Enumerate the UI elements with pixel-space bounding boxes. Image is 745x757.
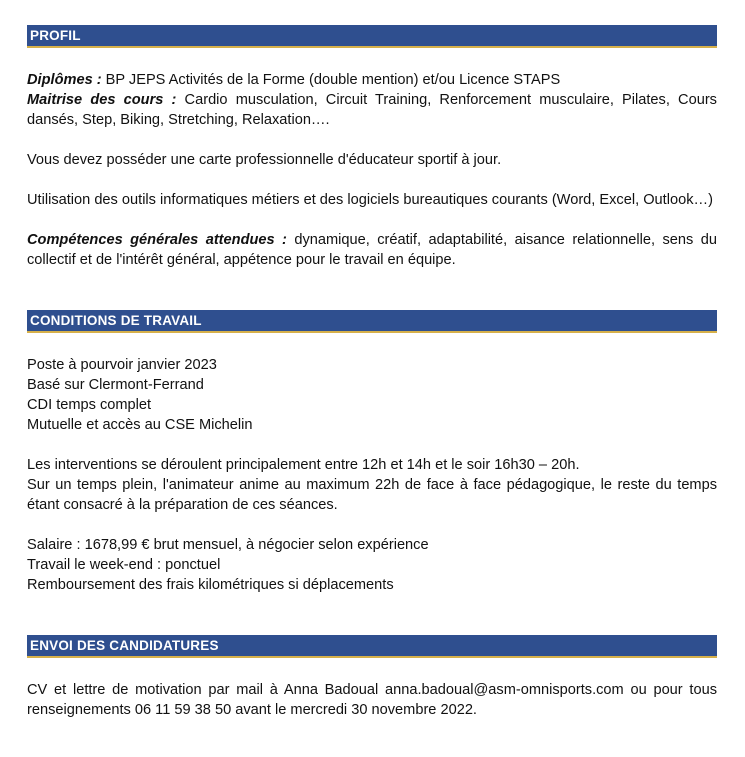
maitrise-value: Cardio musculation, Circuit Training, Renforcement musculaire, Pilates, Cours dansés, Step, Biking, Stretching, Relaxation…. (27, 92, 717, 128)
salaire-text: Salaire : 1678,99 € brut mensuel, à négocier selon expérience (27, 537, 429, 553)
frais-text: Remboursement des frais kilométriques si déplacements (27, 577, 394, 593)
competences-value: dynamique, créatif, adaptabilité, aisance relationnelle, sens du collectif et de l'intérêt général, appétence pour le travail en équipe. (27, 232, 717, 268)
outils-informatiques-text: Utilisation des outils informatiques métiers et des logiciels bureautiques courants (Word, Excel, Outlook…) (27, 192, 713, 208)
maitrise-label: Maitrise des cours : (27, 92, 177, 108)
competences-label: Compétences générales attendues : (27, 232, 287, 248)
carte-professionnelle-text: Vous devez posséder une carte professionnelle d'éducateur sportif à jour. (27, 152, 502, 168)
weekend-text: Travail le week-end : ponctuel (27, 557, 221, 573)
section-body-conditions (27, 355, 717, 595)
section-body-profil (27, 70, 717, 270)
maitrise-line (27, 90, 717, 130)
diplomes-label: Diplômes : (27, 72, 102, 88)
condition-line: Basé sur Clermont-Ferrand (27, 377, 204, 393)
condition-line: CDI temps complet (27, 397, 152, 413)
diplomes-value: BP JEPS Activités de la Forme (double mention) et/ou Licence STAPS (101, 72, 561, 88)
diplomes-line (27, 70, 717, 90)
interventions-text: Les interventions se déroulent principalement entre 12h et 14h et le soir 16h30 – 20h. (27, 457, 580, 473)
temps-plein-text: Sur un temps plein, l'animateur anime au maximum 22h de face à face pédagogique, le reste du temps étant consacré à la préparation de ces séances. (27, 477, 717, 513)
condition-line: Poste à pourvoir janvier 2023 (27, 357, 217, 373)
candidature-text: CV et lettre de motivation par mail à Anna Badoual anna.badoual@asm-omnisports.com ou pour tous renseignements 06 11 59 38 50 avant le mercredi 30 novembre 2022. (27, 682, 717, 718)
condition-line: Mutuelle et accès au CSE Michelin (27, 417, 253, 433)
competences-line (27, 230, 717, 270)
section-header-envoi: ENVOI DES CANDIDATURES (27, 635, 717, 658)
section-header-conditions: CONDITIONS DE TRAVAIL (27, 310, 717, 333)
document-page (27, 25, 717, 720)
section-body-envoi (27, 680, 717, 720)
section-header-profil: PROFIL (27, 25, 717, 48)
